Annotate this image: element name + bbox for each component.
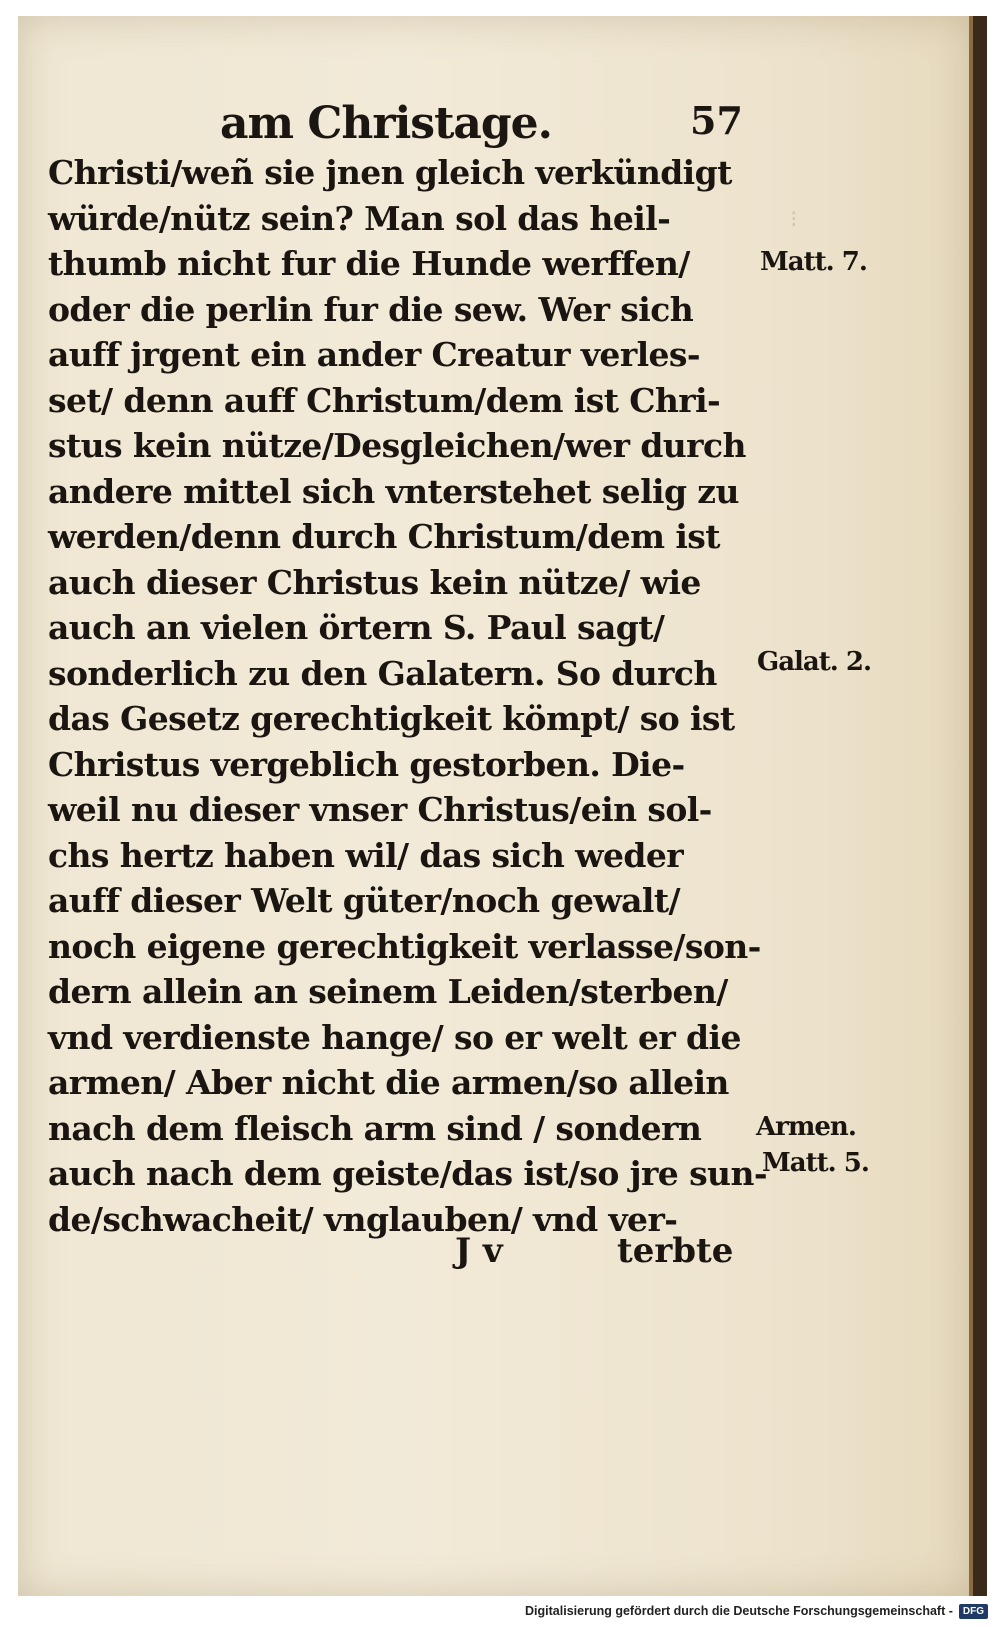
digitization-credit <box>525 1601 988 1621</box>
text-line: de/schwacheit/ vnglauben/ vnd ver- <box>48 1199 678 1239</box>
marginal-note-matt-5: Matt. 5. <box>762 1148 869 1178</box>
text-line: andere mittel sich vnterstehet selig zu <box>48 471 739 511</box>
running-title: am Christage. <box>220 98 552 149</box>
text-line: armen/ Aber nicht die armen/so allein <box>48 1063 729 1102</box>
marginal-note-armen: Armen. <box>756 1112 856 1142</box>
signature-mark: J v <box>455 1231 503 1271</box>
text-line: noch eigene gerechtigkeit verlasse/son- <box>48 926 761 966</box>
catchword: terbte <box>617 1231 734 1271</box>
text-line: würde/nütz sein? Man sol das heil- <box>48 198 671 238</box>
text-line: werden/denn durch Christum/dem ist <box>48 517 720 556</box>
body-text <box>48 150 767 1242</box>
text-line: chs hertz haben wil/ das sich weder <box>48 835 684 875</box>
text-line: vnd verdienste hange/ so er welt er die <box>48 1017 741 1057</box>
text-line: auff dieser Welt güter/noch gewalt/ <box>48 881 680 920</box>
text-line: stus kein nütze/Desgleichen/wer durch <box>48 426 746 465</box>
marginal-note-galat: Galat. 2. <box>757 647 872 677</box>
credit-text: Digitalisierung gefördert durch die Deutsche Forschungsgemeinschaft - <box>525 1604 953 1618</box>
text-line: Christus vergeblich gestorben. Die- <box>48 744 685 784</box>
text-line: oder die perlin fur die sew. Wer sich <box>48 289 694 329</box>
text-line: auch dieser Christus kein nütze/ wie <box>48 562 701 602</box>
folio-number: 57 <box>690 98 743 143</box>
text-line: dern allein an seinem Leiden/sterben/ <box>48 972 728 1011</box>
dfg-logo-icon: DFG <box>959 1604 988 1619</box>
text-line: auch nach dem geiste/das ist/so jre sun- <box>48 1154 767 1193</box>
text-line: das Gesetz gerechtigkeit kömpt/ so ist <box>48 699 735 738</box>
text-line: set/ denn auff Christum/dem ist Chri- <box>48 380 721 420</box>
text-line: auch an vielen örtern S. Paul sagt/ <box>48 608 665 647</box>
text-line: Christi/weñ sie jnen gleich verkündigt <box>48 153 732 192</box>
text-line: nach dem fleisch arm sind / sondern <box>48 1108 702 1148</box>
show-through-mark: ⁝ <box>790 205 798 233</box>
text-line: sonderlich zu den Galatern. So durch <box>48 653 717 693</box>
text-line: weil nu dieser vnser Christus/ein sol- <box>48 790 712 829</box>
text-line: auff jrgent ein ander Creatur verles- <box>48 335 701 374</box>
text-line: thumb nicht fur die Hunde werffen/ <box>48 244 690 283</box>
marginal-note-matt-7: Matt. 7. <box>760 247 867 277</box>
